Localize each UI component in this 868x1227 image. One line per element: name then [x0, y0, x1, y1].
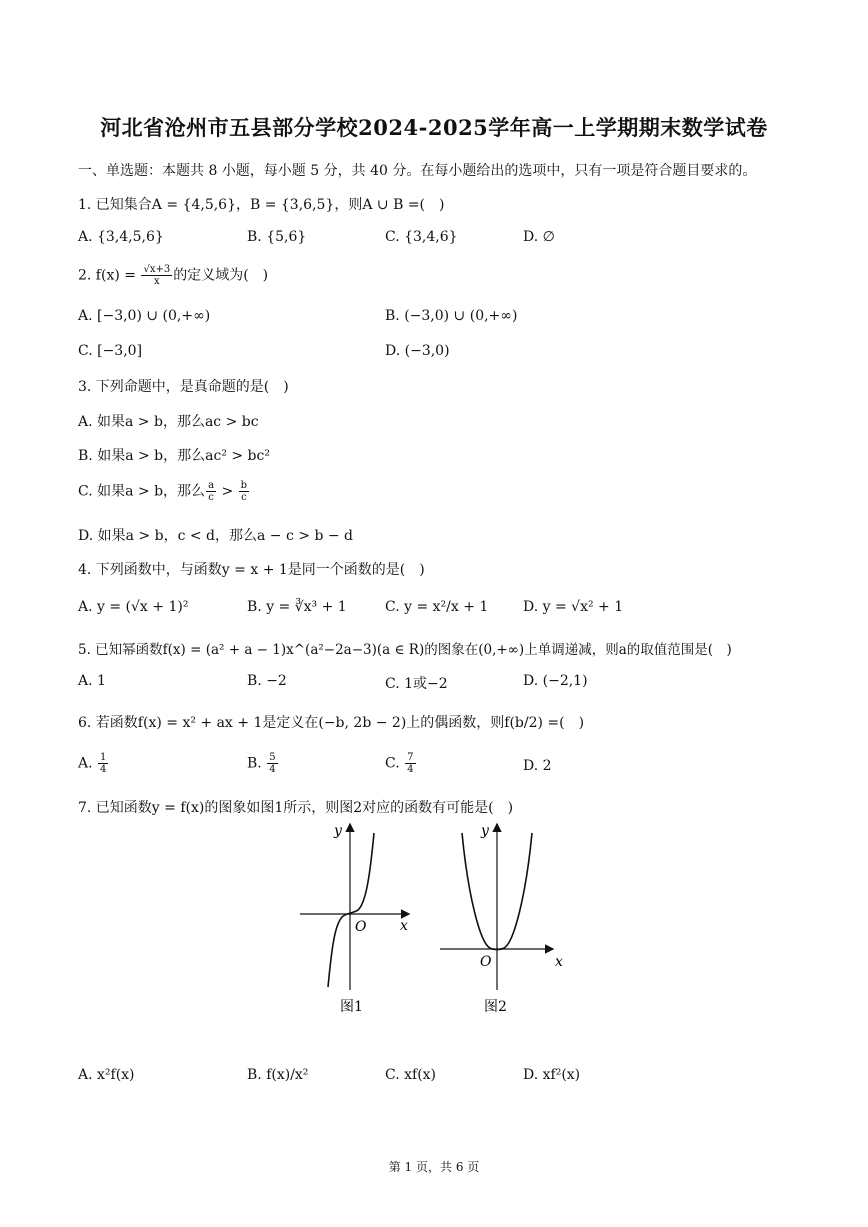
q6-c-frac — [405, 752, 415, 775]
q3-option-a: A. 如果a > b，那么ac > bc — [78, 414, 259, 430]
fig2-x-label: x — [555, 954, 563, 970]
page-title: 河北省沧州市五县部分学校2024-2025学年高一上学期期末数学试卷 — [100, 115, 768, 140]
fig2-caption: 图2 — [484, 999, 507, 1015]
q6-option-d — [523, 758, 552, 774]
q6-a-den: 4 — [100, 764, 107, 775]
q3-c-den1: c — [208, 492, 214, 503]
question-5-stem: 5. 已知幂函数f(x) = (a² + a − 1)x^(a²−2a−3)(a ∈ R)的图象在(0,+∞)上单调递减，则a的取值范围是( ) — [78, 642, 732, 658]
question-3-stem: 3. 下列命题中，是真命题的是( ) — [78, 379, 289, 395]
q1-option-b: B. {5,6} — [247, 229, 307, 245]
figure-2-graph — [440, 823, 563, 1015]
q6-b-den: 4 — [269, 764, 276, 775]
page-footer: 第 1 页，共 6 页 — [388, 1160, 480, 1174]
q6-b-letter: B. — [247, 755, 262, 772]
q6-b-num: 5 — [269, 752, 276, 763]
q2-prefix: 2. f(x) = — [78, 267, 141, 284]
q5-option-d: D. (−2,1) — [523, 673, 588, 689]
q5-option-a: A. 1 — [78, 673, 106, 689]
q6-option-c — [385, 752, 417, 775]
q6-c-den: 4 — [407, 764, 414, 775]
q7-option-d: D. xf²(x) — [523, 1067, 581, 1083]
q1-option-a: A. {3,4,5,6} — [78, 229, 164, 245]
q6-a-frac — [98, 752, 108, 775]
fig1-curve — [328, 833, 374, 987]
q4-option-c: C. y = x²/x + 1 — [385, 599, 489, 615]
q3-option-d: D. 如果a > b，c < d，那么a − c > b − d — [78, 528, 354, 544]
q4-option-d: D. y = √x² + 1 — [523, 599, 624, 615]
q6-c-num: 7 — [407, 752, 414, 763]
q6-a-letter: A. — [78, 755, 93, 772]
section-heading: 一、单选题：本题共 8 小题，每小题 5 分，共 40 分。在每小题给出的选项中，只有一项是符合题目要求的。 — [78, 163, 757, 179]
q6-d-letter: D. — [523, 758, 539, 774]
q2-option-d: D. (−3,0) — [385, 343, 450, 359]
fig1-x-label: x — [400, 918, 408, 934]
q7-option-a: A. x²f(x) — [78, 1067, 135, 1083]
q2-frac-den: x — [154, 276, 160, 287]
q2-suffix: 的定义域为( ) — [173, 267, 269, 284]
q7-option-c: C. xf(x) — [385, 1067, 437, 1083]
question-6-stem: 6. 若函数f(x) = x² + ax + 1是定义在(−b, 2b − 2)上的偶函数，则f(b/2) =( ) — [78, 715, 585, 731]
q3-c-frac-1 — [206, 480, 216, 503]
fig2-y-label: y — [481, 823, 489, 839]
q3-c-num2: b — [240, 480, 248, 491]
fig1-y-label: y — [334, 823, 342, 839]
q2-option-b: B. (−3,0) ∪ (0,+∞) — [385, 308, 518, 324]
q2-fraction — [141, 264, 172, 287]
question-4-stem: 4. 下列函数中，与函数y = x + 1是同一个函数的是( ) — [78, 562, 425, 578]
q5-option-b: B. −2 — [247, 673, 287, 689]
q2-option-c: C. [−3,0] — [78, 343, 143, 359]
q7-option-b: B. f(x)/x² — [247, 1067, 309, 1083]
question-1-stem: 1. 已知集合A = {4,5,6}，B = {3,6,5}，则A ∪ B =( ) — [78, 197, 445, 213]
q3-c-num1: a — [208, 480, 215, 491]
q3-option-c — [78, 480, 250, 503]
q5-option-c: C. 1或−2 — [385, 676, 448, 692]
q3-option-b: B. 如果a > b，那么ac² > bc² — [78, 448, 270, 464]
q1-option-c: C. {3,4,6} — [385, 229, 458, 245]
q6-c-letter: C. — [385, 755, 400, 772]
q3-c-prefix: C. 如果a > b，那么 — [78, 483, 206, 500]
fig1-origin: O — [355, 919, 367, 935]
q2-option-a: A. [−3,0) ∪ (0,+∞) — [78, 308, 211, 324]
q6-option-a — [78, 752, 109, 775]
question-2-stem — [78, 264, 268, 287]
fig2-origin: O — [480, 954, 492, 970]
q4-option-a: A. y = (√x + 1)² — [78, 599, 189, 615]
question-7-stem: 7. 已知函数y = f(x)的图象如图1所示，则图2对应的函数有可能是( ) — [78, 800, 514, 816]
q6-a-num: 1 — [100, 752, 107, 763]
q6-d-text: 2 — [542, 758, 552, 774]
q2-frac-num: √x+3 — [143, 264, 171, 275]
q1-option-d: D. ∅ — [523, 229, 555, 245]
q7-figures — [290, 815, 590, 1025]
q3-c-gt: > — [221, 483, 234, 500]
q3-c-frac-2 — [239, 480, 249, 503]
q6-b-frac — [267, 752, 277, 775]
fig1-caption: 图1 — [340, 999, 363, 1015]
q3-c-den2: c — [241, 492, 247, 503]
q6-option-b — [247, 752, 279, 775]
q4-option-b: B. y = ∛x³ + 1 — [247, 599, 347, 615]
figure-1-graph — [300, 823, 408, 1015]
